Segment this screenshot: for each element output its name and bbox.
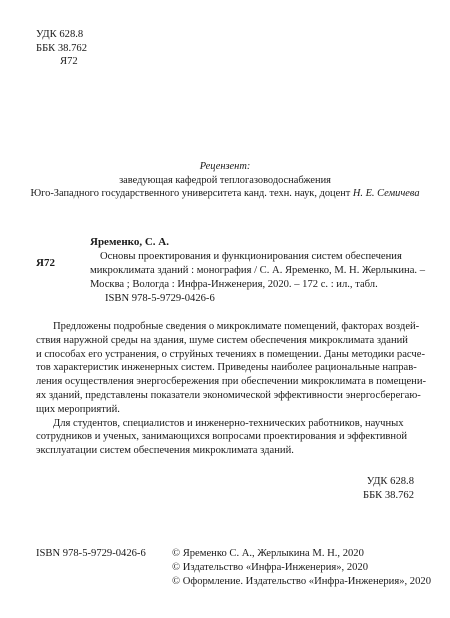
abstract bbox=[36, 320, 427, 458]
reviewer-block bbox=[30, 160, 420, 201]
copyright-line: © Оформление. Издательство «Инфра-Инженерия», 2020 bbox=[172, 576, 431, 587]
bibliographic-line: Москва ; Вологда : Инфра-Инженерия, 2020. – 172 с. : ил., табл. bbox=[90, 279, 378, 290]
author-sign: Я72 bbox=[60, 56, 78, 68]
abstract-line: щих мероприятий. bbox=[36, 403, 120, 415]
udc-code: УДК 628.8 bbox=[366, 476, 414, 487]
classification-top bbox=[36, 28, 87, 69]
copyright-block bbox=[172, 547, 431, 589]
copyright-line: © Яременко С. А., Жерлыкина М. Н., 2020 bbox=[172, 548, 364, 559]
bibliographic-author: Яременко, С. А. bbox=[90, 236, 169, 248]
audience-line: Для студентов, специалистов и инженерно-технических работников, научных bbox=[53, 417, 404, 429]
abstract-line: Предложены подробные сведения о микроклимате помещений, факторах воздей- bbox=[53, 321, 420, 332]
bibliographic-isbn: ISBN 978-5-9729-0426-6 bbox=[105, 293, 215, 304]
bibliographic-line: микроклимата зданий : монография / С. А. Яременко, М. Н. Жерлыкина. – bbox=[90, 265, 425, 276]
reviewer-affiliation-text: Юго-Западного государственного университета канд. техн. наук, доцент bbox=[30, 188, 353, 200]
classification-bottom bbox=[363, 475, 414, 502]
abstract-line: ствия наружной среды на здания, шуме систем обеспечения микроклимата зданий bbox=[36, 334, 408, 346]
bibliographic-description bbox=[90, 250, 425, 292]
audience-line: эксплуатации систем обеспечения микроклимата зданий. bbox=[36, 445, 294, 457]
bbk-code: ББК 38.762 bbox=[36, 42, 88, 54]
copyright-line: © Издательство «Инфра-Инженерия», 2020 bbox=[172, 562, 369, 573]
audience-line: сотрудников и ученых, занимающихся вопросами проектирования и эффективной bbox=[36, 431, 408, 443]
udc-code: УДК 628.8 bbox=[36, 29, 84, 40]
abstract-line: и способах его устранения, о струйных течениях в помещении. Даны методики расче- bbox=[36, 348, 425, 360]
bibliographic-line: Основы проектирования и функционирования систем обеспечения bbox=[100, 251, 402, 262]
reviewer-affiliation bbox=[30, 187, 420, 201]
footer-isbn: ISBN 978-5-9729-0426-6 bbox=[36, 548, 146, 559]
reviewer-heading: Рецензент: bbox=[199, 161, 251, 172]
abstract-line: тов характеристик инженерных систем. Приведены наиболее рациональные направ- bbox=[36, 362, 417, 374]
abstract-line: ления осуществления энергосбережения при обеспечении микроклимата в помещени- bbox=[36, 376, 427, 388]
bbk-code: ББК 38.762 bbox=[362, 489, 414, 501]
bibliographic-code: Я72 bbox=[36, 257, 55, 269]
reviewer-position: заведующая кафедрой теплогазоводоснабжения bbox=[119, 174, 331, 186]
abstract-line: ях зданий, представлены показатели экономической эффективности энергосберегаю- bbox=[36, 389, 421, 401]
reviewer-name: Н. Е. Семичева bbox=[352, 188, 420, 200]
